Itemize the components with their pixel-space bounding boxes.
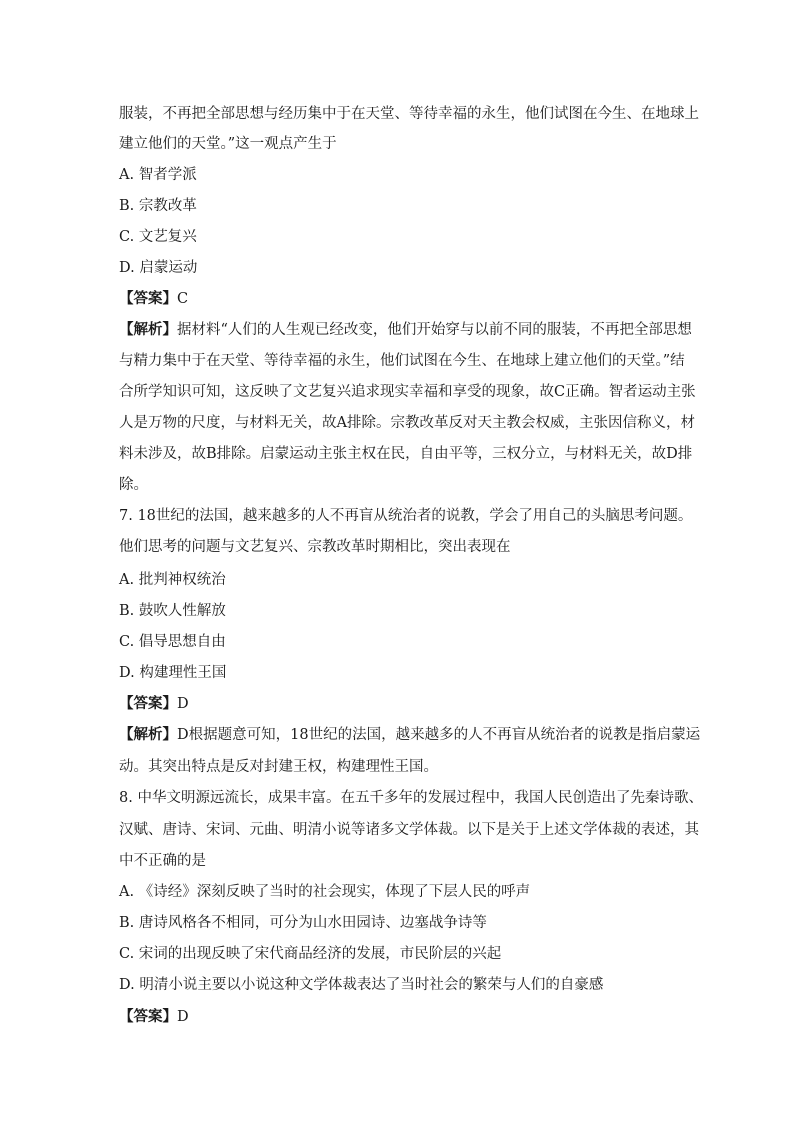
q6-option-a: A. 智者学派 <box>119 167 197 183</box>
q6-analysis-label: 【解析】 <box>119 321 177 338</box>
q6-analysis-line-3: 合所学知识可知，这反映了文艺复兴追求现实幸福和享受的现象，故C正确。智者运动主张 <box>119 384 696 400</box>
q6-option-d: D. 启蒙运动 <box>119 260 198 276</box>
q6-analysis-line-1 <box>119 320 692 340</box>
q6-analysis-line-4: 人是万物的尺度，与材料无关，故A排除。宗教改革反对天主教会权威，主张因信称义，材 <box>119 415 695 431</box>
q6-stem-line-2: 建立他们的天堂。”这一观点产生于 <box>119 136 337 152</box>
q7-option-c: C. 倡导思想自由 <box>119 634 226 650</box>
q7-analysis-line-1 <box>119 725 701 745</box>
q6-answer-label: 【答案】 <box>119 290 177 307</box>
q7-option-d: D. 构建理性王国 <box>119 665 227 681</box>
q7-answer-value: D <box>177 696 189 712</box>
q7-option-a: A. 批判神权统治 <box>119 572 226 588</box>
q8-stem-line-3: 中不正确的是 <box>119 853 206 869</box>
q8-answer <box>119 1007 189 1027</box>
q8-option-b: B. 唐诗风格各不相同，可分为山水田园诗、边塞战争诗等 <box>119 915 487 931</box>
q7-option-b: B. 鼓吹人性解放 <box>119 603 226 619</box>
q6-analysis-line-6: 除。 <box>119 477 148 493</box>
q6-stem-line-1: 服装，不再把全部思想与经历集中于在天堂、等待幸福的永生，他们试图在今生、在地球上 <box>119 106 699 122</box>
q7-analysis-text: D根据题意可知，18世纪的法国，越来越多的人不再盲从统治者的说教是指启蒙运 <box>177 727 701 743</box>
q7-stem-line-2: 他们思考的问题与文艺复兴、宗教改革时期相比，突出表现在 <box>119 539 511 555</box>
q6-analysis-text: 据材料“人们的人生观已经改变，他们开始穿与以前不同的服装，不再把全部思想 <box>177 322 692 338</box>
q8-stem-line-1: 8. 中华文明源远流长，成果丰富。在五千多年的发展过程中，我国人民创造出了先秦诗歌、 <box>119 790 703 806</box>
q8-answer-label: 【答案】 <box>119 1008 177 1025</box>
q7-stem-line-1: 7. 18世纪的法国，越来越多的人不再盲从统治者的说教，学会了用自己的头脑思考问题。 <box>119 508 693 524</box>
q8-stem-line-2: 汉赋、唐诗、宋词、元曲、明清小说等诸多文学体裁。以下是关于上述文学体裁的表述，其 <box>119 822 699 838</box>
q8-option-a: A. 《诗经》深刻反映了当时的社会现实，体现了下层人民的呼声 <box>119 884 531 900</box>
q6-analysis-line-5: 料未涉及，故B排除。启蒙运动主张主权在民，自由平等，三权分立，与材料无关，故D排 <box>119 446 693 462</box>
q7-answer-label: 【答案】 <box>119 695 177 712</box>
q7-answer <box>119 694 189 714</box>
q8-option-c: C. 宋词的出现反映了宋代商品经济的发展，市民阶层的兴起 <box>119 946 502 962</box>
q6-answer <box>119 289 188 309</box>
q6-answer-value: C <box>177 291 189 307</box>
q7-analysis-label: 【解析】 <box>119 726 177 743</box>
q7-analysis-line-2: 动。其突出特点是反对封建王权，构建理性王国。 <box>119 759 438 775</box>
q8-answer-value: D <box>177 1009 189 1025</box>
q6-option-c: C. 文艺复兴 <box>119 229 197 245</box>
q6-analysis-line-2: 与精力集中于在天堂、等待幸福的永生，他们试图在今生、在地球上建立他们的天堂。”结 <box>119 353 685 369</box>
q8-option-d: D. 明清小说主要以小说这种文学体裁表达了当时社会的繁荣与人们的自豪感 <box>119 977 604 993</box>
q6-option-b: B. 宗教改革 <box>119 198 197 214</box>
